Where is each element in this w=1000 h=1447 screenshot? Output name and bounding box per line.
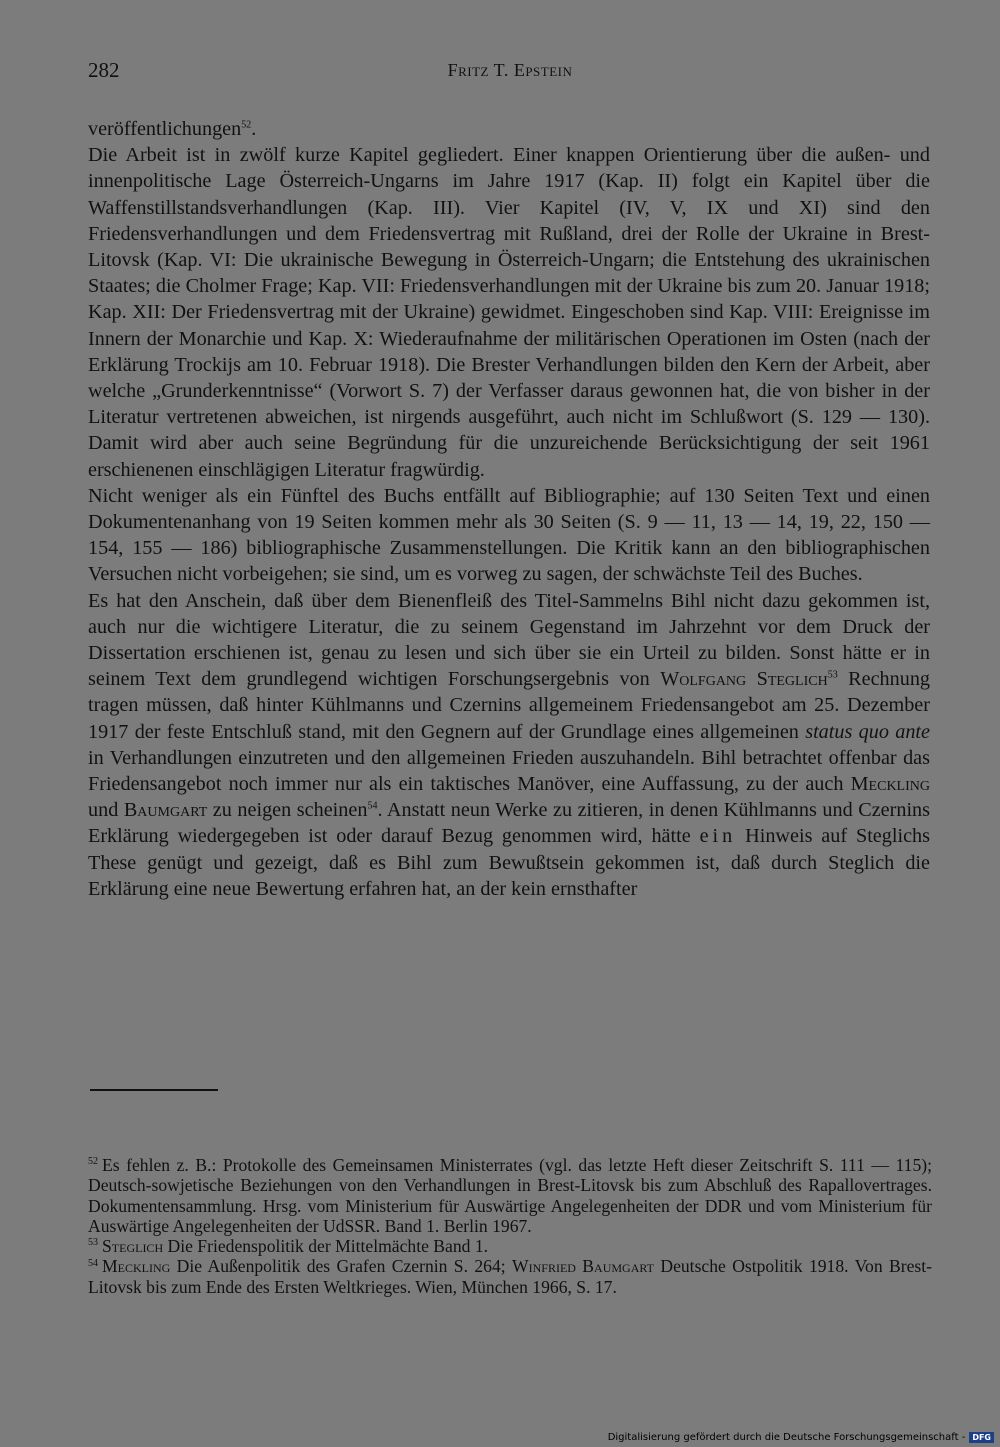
body-text [88,116,930,902]
paragraph-text: Rechnung tragen müssen, daß hinter Kühlmanns und Czernins allgemeinem Friedensangebot am 25. Dezember 1917 der feste Entschluß stand, mit den Gegnern auf der Grundlage eines allgemeinen [88,668,931,743]
paragraph-3: Nicht weniger als ein Fünftel des Buchs entfällt auf Bibliographie; auf 130 Seiten Text und einen Dokumentenanhang von 19 Seiten kommen mehr als 30 Seiten (S. 9 — 11, 13 — 14, 19, 22, 150 — 154, 155 — 186) bibliographische Zusammenstellungen. Die Kritik kann an den bibliographischen Versuchen nicht vorbeigehen; sie sind, um es vorweg zu sagen, der schwächste Teil des Buches. [88,484,930,586]
footnote-52 [88,1155,932,1236]
italic-phrase: status quo ante [805,720,931,743]
paragraph-text: Hinweis auf Steglichs These genügt und gezeigt, daß es Bihl zum Bewußtsein gekommen ist, daß durch Steglich die Erklärung eine neue Bewertung erfahren hat, an der kein ernsthafter [88,825,930,900]
paragraph-text: in Verhandlungen einzutreten und den allgemeinen Frieden auszuhandeln. Bihl betrachtet offenbar das Friedensangebot noch immer nur als ein taktisches Manöver, eine Auffassung, zu der auch [88,746,930,796]
funding-notice: Digitalisierung gefördert durch die Deutsche Forschungsgemeinschaft - [607,1431,966,1443]
page-header [88,58,932,88]
footnote-text: Es fehlen z. B.: Protokolle des Gemeinsamen Ministerrates (vgl. das letzte Heft dieser Zeitschrift S. 111 — 115); Deutsch-sowjetische Beziehungen von den Verhandlungen in Brest-Litovsk bis zum Abschluß des Rapallovertrages. Dokumentensammlung. Hrsg. vom Ministerium für Auswärtige Angelegenheiten der DDR und vom Ministerium für Auswärtige Angelegenheiten der UdSSR. Band 1. Berlin 1967. [88,1155,932,1236]
author-name: Steglich [102,1236,164,1257]
spaced-emphasis: ein [699,825,737,848]
paragraph-4 [88,588,930,902]
footnote-number: 54 [88,1257,98,1269]
author-name: Baumgart [123,799,208,822]
footnote-ref-54: 54 [367,800,378,812]
author-name: Wolfgang Steglich [660,668,828,691]
author-name: Meckling [850,773,930,796]
footnote-number: 53 [88,1237,98,1249]
digitization-footer [608,1430,994,1444]
footnote-number: 52 [88,1156,98,1168]
footnote-ref-53: 53 [827,669,838,681]
paragraph-text: . Anstatt neun Werke zu zitieren, in denen Kühlmanns und Czernins Erklärung wiedergegeben ist oder darauf Bezug genommen wird, hätte [88,799,930,848]
dfg-logo: DFG [969,1432,994,1443]
footnotes [88,1155,932,1297]
footnote-text: Deutsche Ostpolitik 1918. Von Brest-Litovsk bis zum Ende des Ersten Weltkrieges. Wien, München 1966, S. 17. [88,1256,932,1297]
footnote-54 [88,1256,932,1297]
footnote-text: Die Außenpolitik des Grafen Czernin S. 264; [170,1256,512,1277]
footnote-ref-52: 52 [241,119,252,131]
footnote-53 [88,1236,932,1256]
author-name: Meckling [102,1256,171,1277]
running-head: Fritz T. Epstein [447,60,573,80]
paragraph-text: . [251,118,257,140]
paragraph-text: veröffentlichungen [88,118,242,140]
page-number: 282 [88,58,120,82]
footnote-text: Die Friedenspolitik der Mittelmächte Band 1. [163,1236,489,1257]
paragraph-1 [88,116,930,142]
paragraph-2: Die Arbeit ist in zwölf kurze Kapitel gegliedert. Einer knappen Orientierung über die außen- und innenpolitische Lage Österreich-Ungarns im Jahre 1917 (Kap. II) folgt ein Kapitel über die Waffenstillstandsverhandlungen (Kap. III). Vier Kapitel (IV, V, IX und XI) sind den Friedensverhandlungen und dem Friedensvertrag mit Rußland, drei der Rolle der Ukraine in Brest-Litovsk (Kap. VI: Die ukrainische Bewegung in Österreich-Ungarn; die Entstehung des ukrainischen Staates; die Cholmer Frage; Kap. VII: Friedensverhandlungen mit der Ukraine bis zum 20. Januar 1918; Kap. XII: Der Friedensvertrag mit der Ukraine) gewidmet. Eingeschoben sind Kap. VIII: Ereignisse im Innern der Monarchie und Kap. X: Wiederaufnahme der militärischen Operationen im Osten (nach der Erklärung Trockijs am 10. Februar 1918). Die Brester Verhandlungen bilden den Kern der Arbeit, aber welche „Grunderkenntnisse“ (Vorwort S. 7) der Verfasser daraus gewonnen hat, die von bisher in der Literatur vertretenen abweichen, ist nirgends ausgeführt, auch nicht im Schlußwort (S. 129 — 130). Damit wird aber auch seine Begründung für die unzureichende Berücksichtigung der seit 1961 erschienenen einschlägigen Literatur fragwürdig. [88,144,930,481]
paragraph-text: und [88,799,124,822]
paragraph-text: Es hat den Anschein, daß über dem Bienenfleiß des Titel-Sammelns Bihl nicht dazu gekommen ist, auch nur die wichtigere Literatur, die zu seinem Gegenstand im Jahrzehnt vor dem Druck der Dissertation erschienen ist, genau zu lesen und sich über sie ein Urteil zu bilden. Sonst hätte er in seinem Text dem grundlegend wichtigen Forschungsergebnis von [88,589,930,691]
author-name: Winfried Baumgart [512,1256,654,1277]
footnote-divider [90,1089,218,1091]
paragraph-text: zu neigen scheinen [207,799,368,822]
